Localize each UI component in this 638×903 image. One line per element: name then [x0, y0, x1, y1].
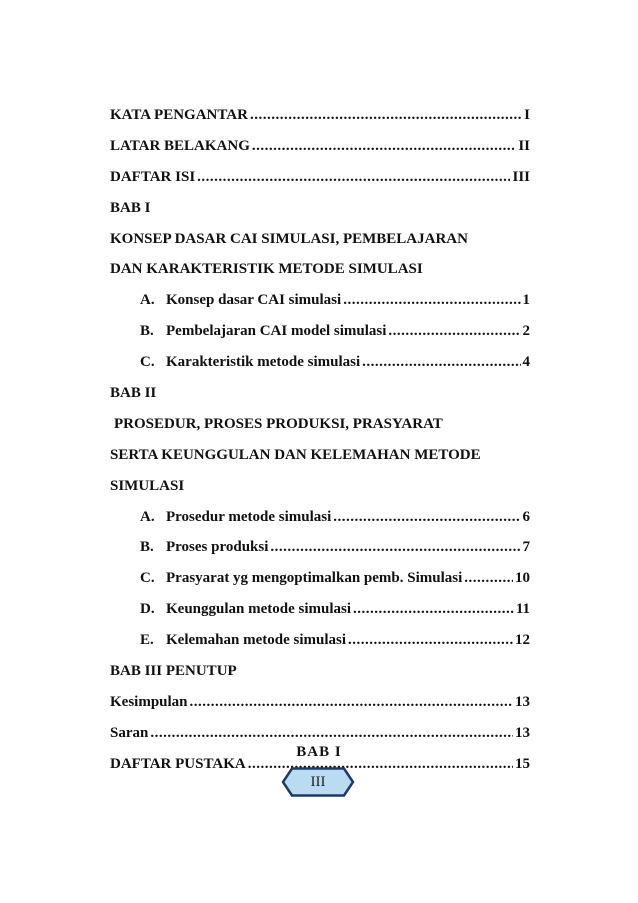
toc-subentry[interactable] [110, 285, 530, 316]
toc-label: Kesimpulan [110, 693, 188, 710]
subentry-letter: A. [140, 292, 155, 309]
leader-dots [362, 347, 520, 378]
toc-subentry[interactable] [110, 316, 530, 347]
toc-page-number: 13 [515, 693, 530, 710]
toc-page-number: 4 [522, 354, 530, 371]
toc-entry-daftar-isi[interactable] [110, 162, 530, 193]
toc-label: Kelemahan metode simulasi [166, 632, 346, 649]
toc-page-number: 15 [515, 755, 530, 772]
chapter-title-line: SERTA KEUNGGULAN DAN KELEMAHAN METODE [110, 446, 481, 463]
chapter-title-line: DAN KARAKTERISTIK METODE SIMULASI [110, 261, 423, 278]
next-page-title: BAB I [296, 744, 342, 760]
leader-dots [250, 100, 522, 131]
toc-subentry[interactable] [110, 347, 530, 378]
toc-label: Proses produksi [166, 539, 269, 556]
toc-page-number: III [512, 168, 530, 185]
subentry-letter: B. [140, 539, 154, 556]
toc-label: Prasyarat yg mengoptimalkan pemb. Simulasi [166, 570, 463, 587]
subentry-letter: D. [140, 601, 155, 618]
toc-page-number: 11 [515, 601, 530, 618]
subentry-letter: C. [140, 570, 155, 587]
toc-page-number: II [518, 137, 530, 154]
toc-page-number: 1 [522, 292, 530, 309]
leader-dots [270, 532, 520, 563]
toc-page-number: 12 [515, 632, 530, 649]
leader-dots [353, 594, 514, 625]
toc-label: Saran [110, 724, 149, 741]
chapter-heading-bab2: BAB II [110, 385, 157, 402]
toc-page-number: 6 [522, 508, 530, 525]
toc-page-number: 7 [522, 539, 530, 556]
subentry-letter: E. [140, 632, 154, 649]
toc-label: KATA PENGANTAR [110, 107, 248, 123]
toc-page-number: 13 [515, 724, 530, 741]
toc-label: Konsep dasar CAI simulasi [166, 292, 342, 309]
subentry-letter: A. [140, 508, 155, 525]
toc-entry-kesimpulan[interactable] [110, 687, 530, 718]
chapter-heading-bab3: BAB III PENUTUP [110, 663, 237, 680]
page-number-badge [281, 767, 355, 797]
toc-subentry[interactable] [110, 502, 530, 533]
toc-page-number: 2 [522, 323, 530, 340]
chapter-heading-bab1: BAB I [110, 199, 151, 216]
toc-label: Keunggulan metode simulasi [166, 601, 352, 618]
toc-page-number: I [524, 107, 530, 123]
toc-label: LATAR BELAKANG [110, 137, 250, 154]
toc-subentry[interactable] [110, 532, 530, 563]
chapter-title-line: PROSEDUR, PROSES PRODUKSI, PRASYARAT [114, 415, 443, 432]
chapter-title-line: SIMULASI [110, 477, 185, 494]
toc-label: DAFTAR ISI [110, 168, 196, 185]
toc-label: DAFTAR PUSTAKA [110, 755, 246, 772]
toc-subentry[interactable] [110, 563, 530, 594]
leader-dots [464, 563, 513, 594]
subentry-letter: C. [140, 354, 155, 371]
leader-dots [348, 625, 513, 656]
toc-page-number: 10 [515, 570, 530, 587]
leader-dots [388, 316, 520, 347]
leader-dots [252, 131, 516, 162]
leader-dots [197, 162, 510, 193]
page-number: III [310, 774, 326, 790]
toc-label: Pembelajaran CAI model simulasi [166, 323, 387, 340]
leader-dots [190, 687, 513, 718]
toc-subentry[interactable] [110, 625, 530, 656]
leader-dots [333, 502, 520, 533]
toc-entry-kata-pengantar[interactable] [110, 100, 530, 131]
toc-entry-latar-belakang[interactable] [110, 131, 530, 162]
chapter-title-line: KONSEP DASAR CAI SIMULASI, PEMBELAJARAN [110, 230, 468, 247]
toc-label: Karakteristik metode simulasi [166, 354, 361, 371]
toc-subentry[interactable] [110, 594, 530, 625]
toc-label: Prosedur metode simulasi [166, 508, 332, 525]
subentry-letter: B. [140, 323, 154, 340]
table-of-contents [110, 100, 530, 780]
leader-dots [343, 285, 520, 316]
